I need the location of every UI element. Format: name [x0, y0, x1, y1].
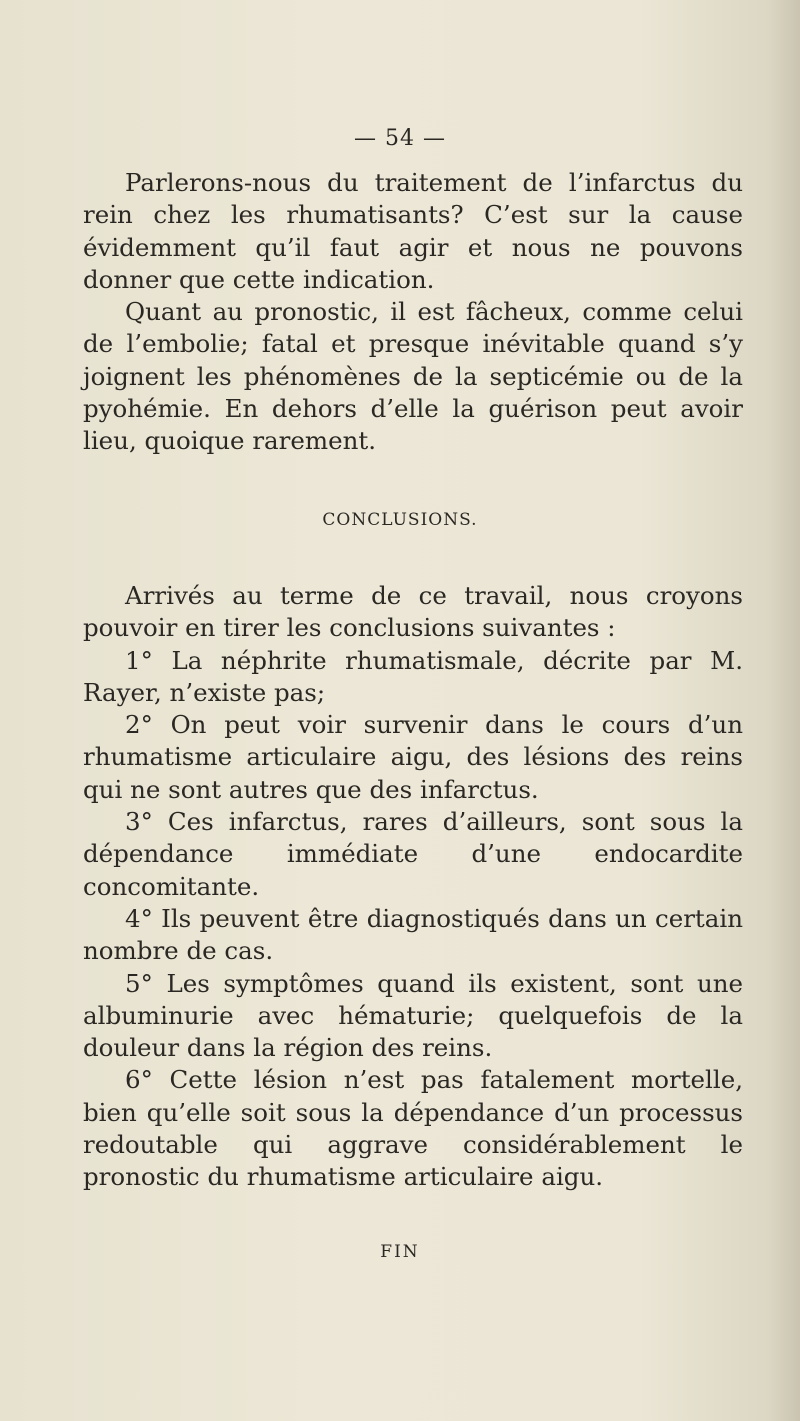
page-number: — 54 —	[354, 126, 446, 151]
conclusion-item-4: 4° Ils peuvent être diagnostiqués dans un certain nombre de cas.	[83, 903, 743, 966]
conclusion-item-2: 2° On peut voir survenir dans le cours d’un rhumatisme articulaire aigu, des lésions des reins qui ne sont autres que des infarctus.	[83, 710, 743, 804]
paragraph-prognosis: Quant au pronostic, il est fâcheux, comme celui de l’embolie; fatal et presque inévitable quand s’y joignent les phénomènes de la septicémie ou de la pyohémie. En dehors d’elle la guérison peut avoir lieu, quoique rarement.	[83, 297, 743, 456]
conclusion-item-1: 1° La néphrite rhumatismale, décrite par M. Rayer, n’existe pas;	[83, 645, 743, 707]
body-text-conclusions	[83, 580, 743, 1194]
section-heading: CONCLUSIONS.	[322, 510, 478, 530]
paragraph-intro: Arrivés au terme de ce travail, nous croyons pouvoir en tirer les conclusions suivantes :	[83, 581, 743, 643]
body-text-top	[83, 167, 743, 458]
end-mark: FIN	[380, 1242, 420, 1262]
conclusion-item-3: 3° Ces infarctus, rares d’ailleurs, sont sous la dépendance immédiate d’une endocardite concomitante.	[83, 807, 743, 901]
conclusion-item-5: 5° Les symptômes quand ils existent, sont une albuminurie avec hématurie; quelquefois de la douleur dans la région des reins.	[83, 968, 743, 1063]
conclusion-item-6: 6° Cette lésion n’est pas fatalement mortelle, bien qu’elle soit sous la dépendance d’un processus redoutable qui aggrave considérablement le pronostic du rhumatisme articulaire aigu.	[83, 1065, 743, 1192]
paragraph-treatment: Parlerons-nous du traitement de l’infarctus du rein chez les rhumatisants? C’est sur la cause évidemment qu’il faut agir et nous ne pouvons donner que cette indication.	[83, 168, 743, 294]
